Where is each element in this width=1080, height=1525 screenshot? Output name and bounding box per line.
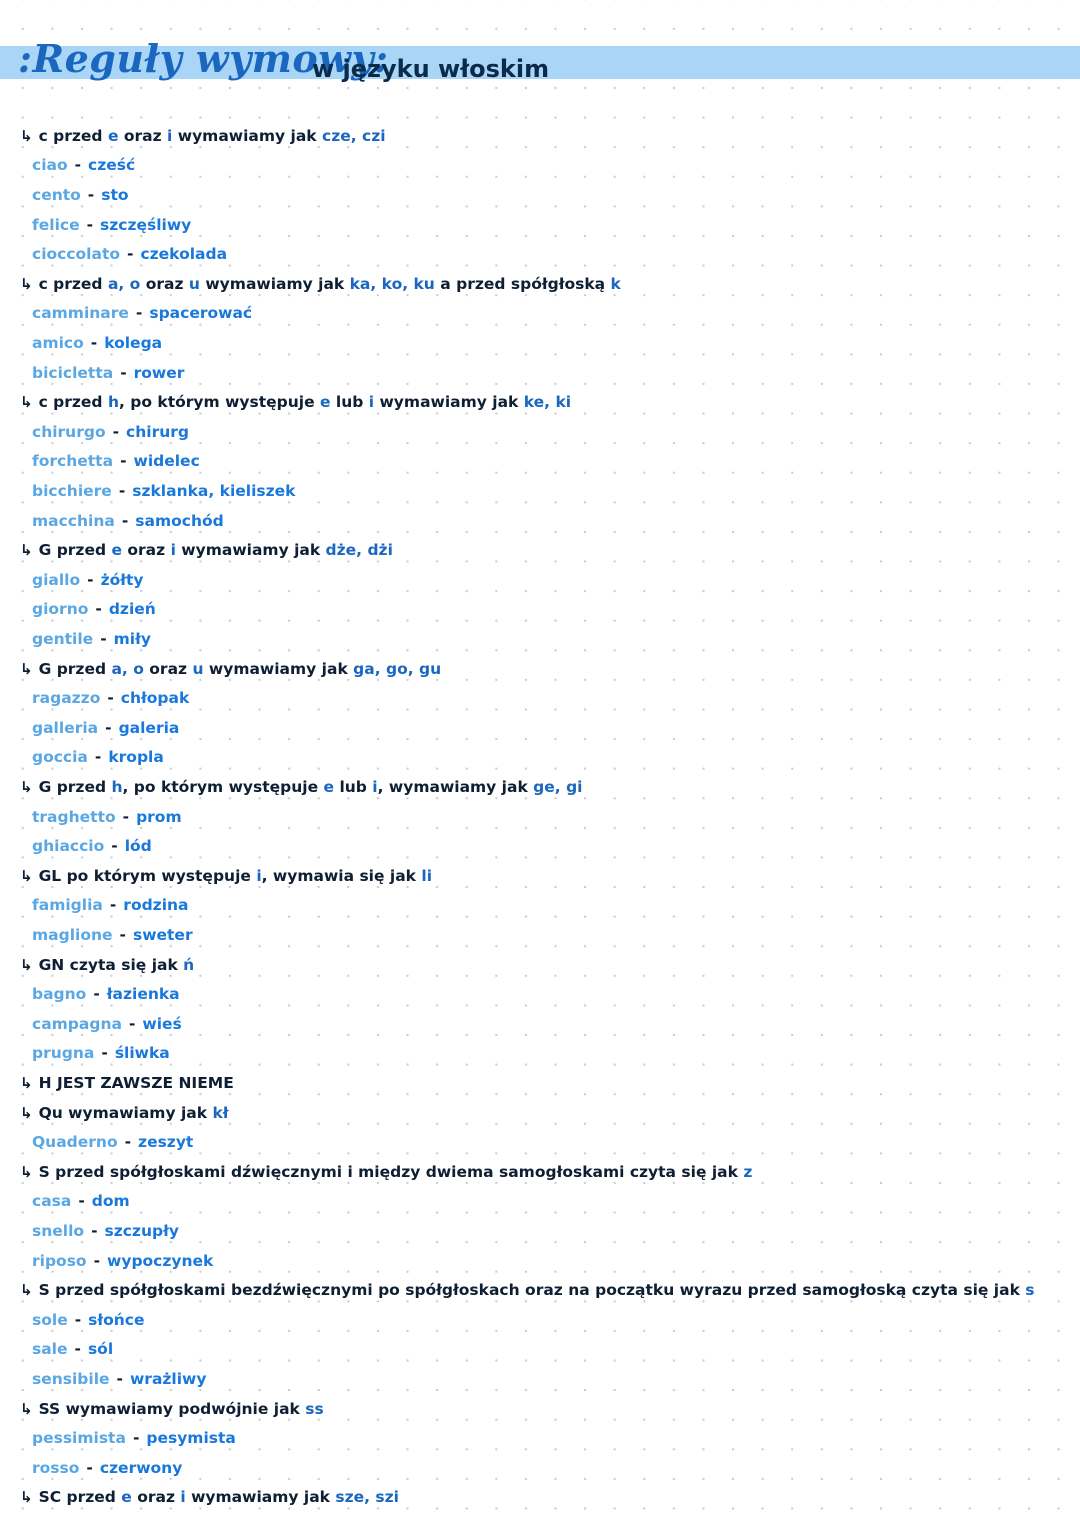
rule-text: oraz: [131, 1488, 181, 1507]
rule-line: [0, 1394, 1080, 1424]
italian-word: amico: [32, 333, 84, 352]
example-line: [0, 299, 1080, 329]
rule-text: G przed: [38, 541, 112, 560]
separator-dash: -: [78, 1192, 85, 1211]
rule-highlight: a, o: [111, 659, 144, 678]
example-line: [0, 831, 1080, 861]
rule-text: , wymawia się jak: [261, 866, 422, 885]
example-line: [0, 210, 1080, 240]
rule-highlight: e: [320, 393, 331, 412]
italian-word: pessimista: [32, 1429, 126, 1448]
example-line: [0, 1335, 1080, 1365]
polish-translation: szklanka, kieliszek: [132, 481, 296, 500]
example-line: [0, 1127, 1080, 1157]
italian-word: bicchiere: [32, 481, 112, 500]
separator-dash: -: [119, 925, 126, 944]
rule-text: wymawiamy jak: [199, 274, 350, 293]
rule-highlight: ss: [305, 1399, 324, 1418]
example-line: [0, 417, 1080, 447]
rule-highlight: i: [368, 393, 375, 412]
rule-highlight: ga, go, gu: [353, 659, 442, 678]
separator-dash: -: [118, 481, 126, 500]
rule-highlight: e: [107, 126, 119, 145]
polish-translation: chłopak: [120, 689, 190, 708]
rule-highlight: e: [323, 777, 335, 796]
rule-highlight: sze, szi: [335, 1488, 399, 1507]
example-line: [0, 1039, 1080, 1069]
polish-translation: cześć: [88, 156, 136, 175]
example-line: [0, 802, 1080, 832]
rule-text: SC przed: [38, 1488, 122, 1507]
arrow-icon: ↳: [20, 393, 33, 412]
rule-highlight: cze, czi: [322, 126, 386, 145]
polish-translation: wieś: [142, 1014, 182, 1033]
example-line: [0, 1246, 1080, 1276]
rule-text: oraz: [118, 126, 168, 145]
arrow-icon: ↳: [20, 274, 33, 293]
polish-translation: kropla: [108, 748, 164, 767]
rule-highlight: ń: [183, 955, 195, 974]
rule-highlight: kł: [212, 1103, 229, 1122]
rule-text: wymawiamy jak: [172, 126, 323, 145]
italian-word: giallo: [32, 570, 81, 589]
example-line: [0, 1453, 1080, 1483]
italian-word: traghetto: [32, 807, 116, 826]
separator-dash: -: [86, 1458, 93, 1477]
italian-word: giorno: [32, 600, 89, 619]
polish-translation: kolega: [104, 333, 163, 352]
rule-highlight: i: [167, 126, 173, 145]
italian-word: felice: [32, 215, 80, 234]
italian-word: chirurgo: [32, 422, 106, 441]
polish-translation: wypoczynek: [107, 1251, 214, 1270]
separator-dash: -: [94, 748, 102, 767]
separator-dash: -: [101, 1044, 108, 1063]
rule-text: SS wymawiamy podwójnie jak: [38, 1399, 306, 1418]
rule-line: [0, 1483, 1080, 1513]
rule-text: G przed: [38, 777, 112, 796]
separator-dash: -: [112, 422, 120, 441]
example-line: [0, 1216, 1080, 1246]
rule-text: c przed: [38, 393, 108, 412]
rule-text: c przed: [38, 274, 108, 293]
example-line: [0, 447, 1080, 477]
polish-translation: słońce: [88, 1310, 145, 1329]
example-line: [0, 595, 1080, 625]
italian-word: sensibile: [32, 1369, 110, 1388]
separator-dash: -: [93, 985, 100, 1004]
example-line: [0, 476, 1080, 506]
rule-line: [0, 654, 1080, 684]
rule-highlight: u: [188, 274, 200, 293]
separator-dash: -: [95, 600, 102, 619]
rule-text: c przed: [38, 126, 108, 145]
rule-highlight: i: [256, 866, 262, 885]
separator-dash: -: [87, 185, 95, 204]
rule-line: [0, 121, 1080, 151]
rule-text: wymawiamy jak: [374, 393, 524, 412]
separator-dash: -: [122, 807, 130, 826]
rule-text: , po którym występuje: [118, 393, 320, 412]
rule-highlight: i: [372, 777, 378, 796]
polish-translation: widelec: [133, 452, 200, 471]
polish-translation: łazienka: [106, 985, 180, 1004]
separator-dash: -: [86, 215, 94, 234]
separator-dash: -: [135, 304, 143, 323]
italian-word: galleria: [32, 718, 99, 737]
example-line: [0, 979, 1080, 1009]
arrow-icon: ↳: [20, 777, 33, 796]
rule-line: [0, 269, 1080, 299]
italian-word: casa: [32, 1192, 72, 1211]
polish-translation: dzień: [108, 600, 156, 619]
separator-dash: -: [74, 1340, 81, 1359]
page-subtitle: w języku włoskim: [312, 55, 550, 83]
rule-text: S przed spółgłoskami bezdźwięcznymi po spółgłoskach oraz na początku wyrazu przed samogłoską czyta się jak: [38, 1281, 1026, 1300]
polish-translation: szczęśliwy: [100, 215, 192, 234]
polish-translation: spacerować: [149, 304, 253, 323]
separator-dash: -: [120, 363, 127, 382]
rule-highlight: h: [111, 777, 123, 796]
polish-translation: pesymista: [146, 1429, 236, 1448]
rule-line: [0, 772, 1080, 802]
example-line: [0, 1423, 1080, 1453]
rule-text: H JEST ZAWSZE NIEME: [38, 1073, 234, 1092]
rule-text: oraz: [121, 541, 171, 560]
rule-text: lub: [334, 777, 373, 796]
rule-text: Qu wymawiamy jak: [38, 1103, 213, 1122]
example-line: [0, 565, 1080, 595]
arrow-icon: ↳: [20, 866, 33, 885]
rule-text: S przed spółgłoskami dźwięcznymi i między dwiema samogłoskami czyta się jak: [38, 1162, 744, 1181]
polish-translation: rower: [133, 363, 185, 382]
rule-highlight: h: [107, 393, 119, 412]
rule-line: [0, 1275, 1080, 1305]
polish-translation: miły: [113, 629, 151, 648]
italian-word: snello: [32, 1221, 85, 1240]
rule-line: [0, 535, 1080, 565]
example-line: [0, 1364, 1080, 1394]
italian-word: ragazzo: [32, 689, 101, 708]
example-line: [0, 358, 1080, 388]
example-line: [0, 180, 1080, 210]
example-line: [0, 920, 1080, 950]
polish-translation: zeszyt: [138, 1133, 194, 1152]
rule-highlight: e: [111, 541, 122, 560]
arrow-icon: ↳: [20, 955, 33, 974]
polish-translation: rodzina: [123, 896, 189, 915]
rule-highlight: z: [743, 1162, 753, 1181]
italian-word: rosso: [32, 1458, 80, 1477]
example-line: [0, 683, 1080, 713]
italian-word: bagno: [32, 985, 87, 1004]
arrow-icon: ↳: [20, 1488, 33, 1507]
italian-word: camminare: [32, 304, 129, 323]
separator-dash: -: [120, 452, 127, 471]
rule-line: [0, 1157, 1080, 1187]
arrow-icon: ↳: [20, 126, 33, 145]
example-line: [0, 743, 1080, 773]
italian-word: forchetta: [32, 452, 114, 471]
italian-word: sale: [32, 1340, 68, 1359]
polish-translation: sto: [101, 185, 129, 204]
polish-translation: prom: [136, 807, 182, 826]
arrow-icon: ↳: [20, 1073, 33, 1092]
rule-line: [0, 1098, 1080, 1128]
separator-dash: -: [90, 333, 98, 352]
rule-highlight: ke, ki: [523, 393, 572, 412]
rule-highlight: k: [610, 274, 621, 293]
rule-text: oraz: [143, 659, 193, 678]
rule-text: GL po którym występuje: [38, 866, 257, 885]
italian-word: ghiaccio: [32, 837, 105, 856]
polish-translation: żółty: [100, 570, 144, 589]
rule-highlight: e: [121, 1488, 132, 1507]
separator-dash: -: [87, 570, 94, 589]
rule-line: [0, 387, 1080, 417]
rule-line: [0, 950, 1080, 980]
separator-dash: -: [109, 896, 117, 915]
separator-dash: -: [128, 1014, 136, 1033]
italian-word: prugna: [32, 1044, 95, 1063]
separator-dash: -: [74, 1310, 82, 1329]
rule-highlight: ge, gi: [533, 777, 583, 796]
rule-text: , wymawiamy jak: [377, 777, 534, 796]
rule-text: a przed spółgłoską: [434, 274, 611, 293]
rule-text: wymawiamy jak: [175, 541, 326, 560]
italian-word: riposo: [32, 1251, 87, 1270]
italian-word: sole: [32, 1310, 68, 1329]
polish-translation: szczupły: [104, 1221, 179, 1240]
example-line: [0, 239, 1080, 269]
polish-translation: dom: [91, 1192, 130, 1211]
separator-dash: -: [121, 511, 129, 530]
separator-dash: -: [127, 245, 134, 264]
italian-word: gentile: [32, 629, 94, 648]
italian-word: bicicletta: [32, 363, 114, 382]
rule-line: [0, 1068, 1080, 1098]
polish-translation: czekolada: [140, 245, 228, 264]
example-line: [0, 506, 1080, 536]
polish-translation: sweter: [132, 925, 193, 944]
rule-text: , po którym występuje: [122, 777, 324, 796]
polish-translation: sól: [87, 1340, 114, 1359]
separator-dash: -: [132, 1429, 140, 1448]
rule-highlight: i: [170, 541, 176, 560]
separator-dash: -: [105, 718, 112, 737]
rule-highlight: a, o: [107, 274, 141, 293]
arrow-icon: ↳: [20, 1162, 33, 1181]
separator-dash: -: [74, 156, 82, 175]
separator-dash: -: [91, 1221, 98, 1240]
polish-translation: śliwka: [114, 1044, 170, 1063]
example-line: [0, 151, 1080, 181]
example-line: [0, 1305, 1080, 1335]
polish-translation: lód: [124, 837, 152, 856]
separator-dash: -: [111, 837, 118, 856]
polish-translation: czerwony: [99, 1458, 183, 1477]
polish-translation: chirurg: [126, 422, 190, 441]
italian-word: macchina: [32, 511, 115, 530]
rule-text: wymawiamy jak: [185, 1488, 336, 1507]
separator-dash: -: [93, 1251, 101, 1270]
rule-highlight: i: [180, 1488, 186, 1507]
page-title: :Reguły wymowy:: [18, 36, 389, 81]
example-line: [0, 1187, 1080, 1217]
rule-text: oraz: [140, 274, 189, 293]
italian-word: ciao: [32, 156, 68, 175]
arrow-icon: ↳: [20, 1103, 33, 1122]
rule-text: GN czyta się jak: [38, 955, 184, 974]
italian-word: campagna: [32, 1014, 122, 1033]
rule-highlight: li: [421, 866, 433, 885]
polish-translation: wrażliwy: [129, 1369, 207, 1388]
rule-text: lub: [330, 393, 369, 412]
separator-dash: -: [124, 1133, 132, 1152]
rule-text: G przed: [38, 659, 112, 678]
rule-highlight: dże, dżi: [325, 541, 393, 560]
separator-dash: -: [116, 1369, 123, 1388]
example-line: [0, 328, 1080, 358]
rule-highlight: ka, ko, ku: [349, 274, 435, 293]
arrow-icon: ↳: [20, 659, 33, 678]
example-line: [0, 891, 1080, 921]
italian-word: maglione: [32, 925, 113, 944]
separator-dash: -: [107, 689, 114, 708]
polish-translation: samochód: [135, 511, 224, 530]
arrow-icon: ↳: [20, 1399, 33, 1418]
italian-word: cento: [32, 185, 81, 204]
rule-highlight: u: [192, 659, 204, 678]
example-line: [0, 1009, 1080, 1039]
italian-word: cioccolato: [32, 245, 121, 264]
arrow-icon: ↳: [20, 541, 33, 560]
rule-line: [0, 861, 1080, 891]
italian-word: Quaderno: [32, 1133, 118, 1152]
polish-translation: galeria: [118, 718, 180, 737]
separator-dash: -: [100, 629, 107, 648]
rule-highlight: s: [1025, 1281, 1035, 1300]
example-line: [0, 624, 1080, 654]
italian-word: goccia: [32, 748, 88, 767]
rule-text: wymawiamy jak: [203, 659, 354, 678]
italian-word: famiglia: [32, 896, 103, 915]
example-line: [0, 713, 1080, 743]
arrow-icon: ↳: [20, 1281, 33, 1300]
